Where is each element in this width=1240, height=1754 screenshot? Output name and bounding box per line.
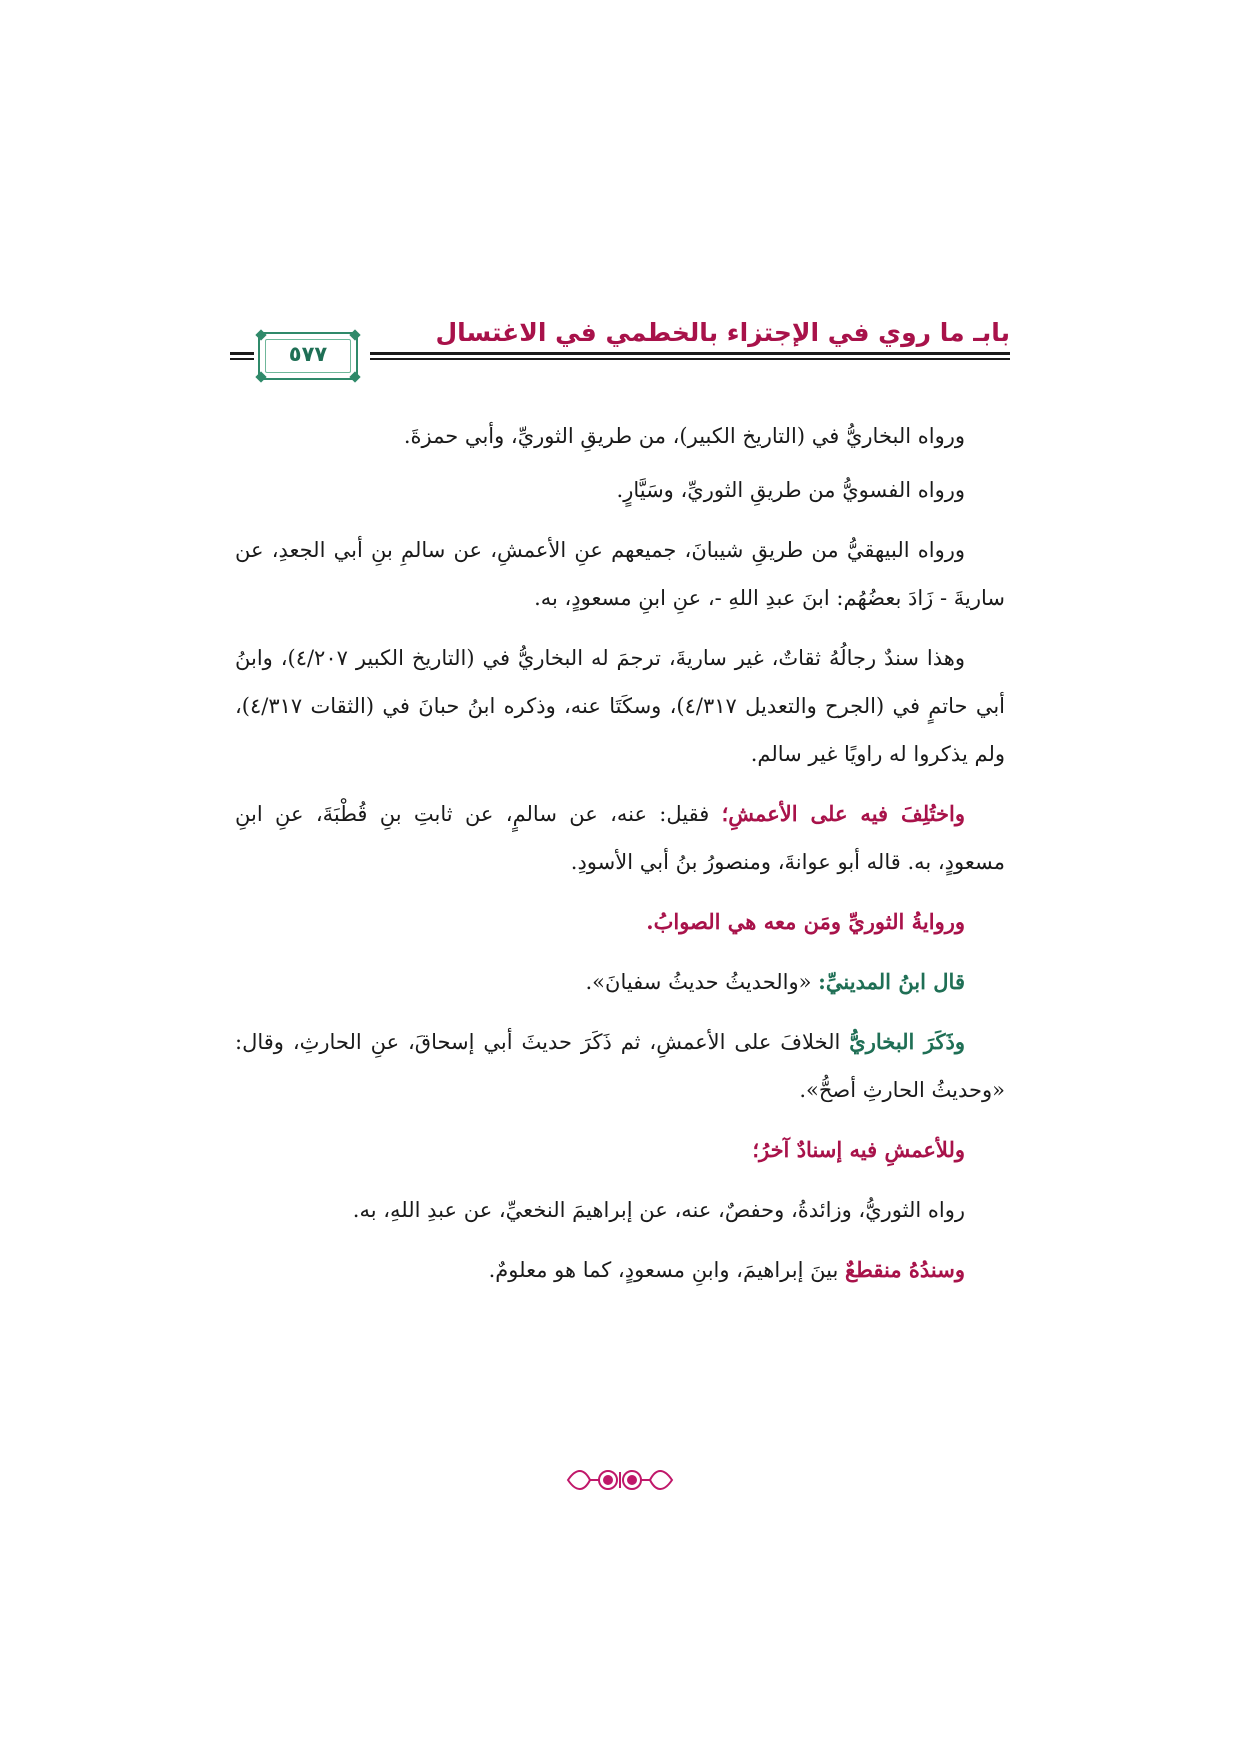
- highlight-lead: واختُلِفَ فيه على الأعمشِ؛: [721, 801, 966, 826]
- header-rule: [230, 358, 254, 360]
- paragraph: ورواه البخاريُّ في (التاريخ الكبير)، من طريقِ الثوريِّ، وأبي حمزةَ.: [403, 424, 965, 448]
- section-heading: وللأعمشِ فيه إسنادٌ آخرُ؛: [752, 1137, 965, 1162]
- paragraph: وسندُهُ منقطعٌ بينَ إبراهيمَ، وابنِ مسعودٍ، كما هو معلومٌ.: [488, 1257, 965, 1282]
- highlight-lead: قال ابنُ المدينيِّ:: [818, 969, 965, 994]
- highlight-lead: وذَكَرَ البخاريُّ: [849, 1029, 966, 1054]
- section-heading: وروايةُ الثوريِّ ومَن معه هي الصوابُ.: [646, 909, 965, 934]
- chapter-title: بابـ ما روي في الإجتزاء بالخطمي في الاغتسال: [435, 318, 1010, 347]
- paragraph: واختُلِفَ فيه على الأعمشِ؛ فقيل: عنه، عن سالمٍ، عن ثابتِ بنِ قُطْبَةَ، عنِ ابنِ مسعودٍ، به. قاله أبو عوانةَ، ومنصورُ بنُ أبي الأسودِ.: [235, 801, 1005, 874]
- paragraph: قال ابنُ المدينيِّ: «والحديثُ حديثُ سفيانَ».: [585, 969, 965, 994]
- paragraph: ورواه البيهقيُّ من طريقِ شيبانَ، جميعهم عنِ الأعمشِ، عن سالمِ بنِ أبي الجعدِ، عن ساريةَ - زَادَ بعضُهُم: ابنَ عبدِ اللهِ -، عنِ ابنِ مسعودٍ، به.: [235, 538, 1005, 610]
- floral-end-ornament-icon: [560, 1460, 680, 1500]
- paragraph: ورواه الفسويُّ من طريقِ الثوريِّ، وسَيَّارٍ.: [616, 478, 965, 502]
- paragraph: وذَكَرَ البخاريُّ الخلافَ على الأعمشِ، ثم ذَكَرَ حديثَ أبي إسحاقَ، عنِ الحارثِ، وقال: «وحديثُ الحارثِ أصحُّ».: [235, 1029, 1005, 1102]
- paragraph: وهذا سندٌ رجالُهُ ثقاتٌ، غير ساريةَ، ترجمَ له البخاريُّ في (التاريخ الكبير ٤/٢٠٧)، وابنُ أبي حاتمٍ في (الجرح والتعديل ٤/٣١٧)، وسكَتَا عنه، وذكره ابنُ حبانَ في (الثقات ٤/٣١٧)، ولم يذكروا له راويًا غير سالم.: [235, 646, 1006, 766]
- running-header: [230, 318, 1010, 378]
- highlight-lead: وسندُهُ منقطعٌ: [844, 1257, 965, 1282]
- header-rule: [370, 352, 1010, 355]
- page-number-frame: [258, 332, 358, 380]
- header-rule: [230, 352, 254, 355]
- page-number: ٥٧٧: [288, 342, 328, 366]
- header-rule: [370, 358, 1010, 360]
- paragraph: رواه الثوريُّ، وزائدةُ، وحفصٌ، عنه، عن إبراهيمَ النخعيِّ، عن عبدِ اللهِ، به.: [352, 1198, 965, 1222]
- page-body: [235, 412, 1005, 1306]
